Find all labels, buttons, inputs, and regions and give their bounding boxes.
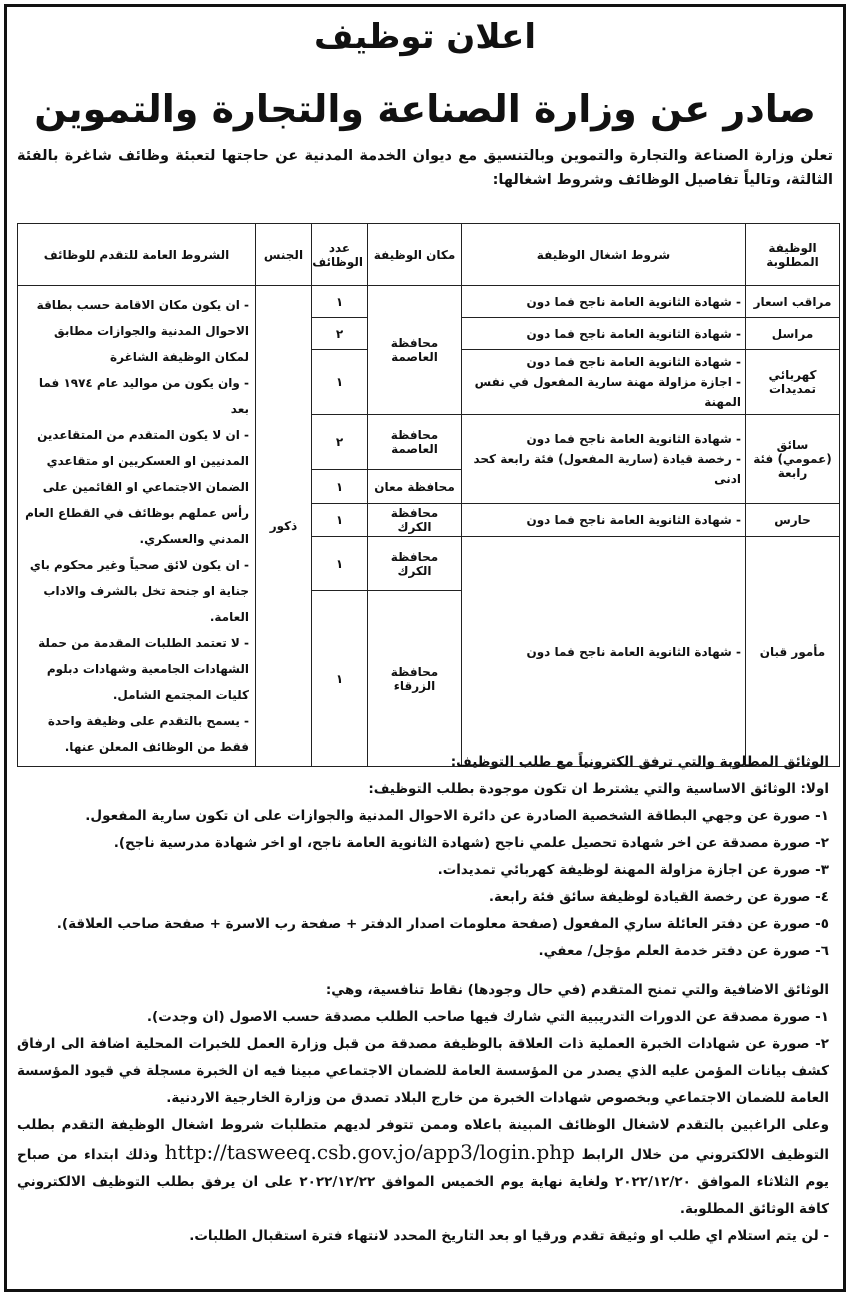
document-item: ٦- صورة عن دفتر خدمة العلم مؤجل/ معفي. [538, 943, 829, 959]
general-conditions-cell [18, 286, 256, 767]
final-note: - لن يتم استلام اي طلب او وثيقة تقدم ورقيا او بعد التاريخ المحدد لانتهاء فترة استقبال الطلبات. [189, 1228, 829, 1244]
conditions-cell [462, 350, 746, 415]
location-cell: محافظة الزرقاء [368, 591, 462, 767]
document-item: ٢- صورة عن شهادات الخبرة العملية ذات العلاقة بالوظيفة مصدقة من قبل وزارة العمل للخبرات المحلية اضافة الى ارفاق كشف بيانات المؤمن عليه الذي يصدر من المؤسسة العامة للضمان الاجتماعي مبينا فيه ان الخبرة مسجلة في قيود المؤسسة العامة للضمان الاجتماعي وبخصوص شهادات الخبرة من خارج البلاد تصدق من وزارة الخارجية الاردنية. [17, 1036, 829, 1106]
table-row [18, 286, 840, 318]
gender-cell: ذكور [256, 286, 312, 767]
job-cell: مراقب اسعار [746, 286, 840, 318]
document-item: ١- صورة مصدقة عن الدورات التدريبية التي شارك فيها صاحب الطلب مصدقة حسب الاصول (ان وجدت). [146, 1009, 829, 1025]
count-cell: ١ [312, 504, 368, 537]
count-cell: ١ [312, 470, 368, 504]
jobs-table [17, 223, 840, 767]
count-cell: ١ [312, 286, 368, 318]
location-cell: محافظة الكرك [368, 504, 462, 537]
general-condition: - يسمح بالتقدم على وظيفة واحدة فقط من الوظائف المعلن عنها. [47, 714, 249, 754]
document-item: ٣- صورة عن اجازة مزاولة المهنة لوظيفة كهربائي تمديدات. [437, 862, 829, 878]
job-cell: كهربائي تمديدات [746, 350, 840, 415]
location-cell: محافظة العاصمة [368, 286, 462, 415]
basic-documents-heading: اولا: الوثائق الاساسية والتي يشترط ان تكون موجودة بطلب التوظيف: [368, 781, 829, 797]
count-cell: ١ [312, 350, 368, 415]
condition-line: - اجازة مزاولة مهنة سارية المفعول في نفس المهنة [474, 375, 741, 409]
announcement-page [4, 4, 846, 1292]
header-job: الوظيفة المطلوبة [746, 224, 840, 286]
conditions-cell: - شهادة الثانوية العامة ناجح فما دون [462, 537, 746, 767]
location-cell: محافظة معان [368, 470, 462, 504]
general-condition: - لا تعتمد الطلبات المقدمة من حملة الشهادات الجامعية وشهادات دبلوم كليات المجتمع الشامل. [38, 636, 249, 702]
condition-line: - شهادة الثانوية العامة ناجح فما دون [526, 355, 741, 369]
conditions-cell: - شهادة الثانوية العامة ناجح فما دون [462, 318, 746, 350]
job-cell: حارس [746, 504, 840, 537]
job-cell: مأمور قبان [746, 537, 840, 767]
general-condition: - ان يكون مكان الاقامة حسب بطاقة الاحوال المدنية والجوازات مطابق لمكان الوظيفة الشاغرة [36, 298, 249, 364]
document-item: ١- صورة عن وجهي البطاقة الشخصية الصادرة عن دائرة الاحوال المدنية والجوازات على ان تكون سارية المفعول. [85, 808, 829, 824]
application-link[interactable]: http://tasweeq.csb.gov.jo/app3/login.php [164, 1140, 575, 1164]
job-cell: مراسل [746, 318, 840, 350]
count-cell: ٢ [312, 415, 368, 470]
table-header-row [18, 224, 840, 286]
application-dates: وذلك ابتداء من صباح يوم الثلاثاء الموافق ٢٠٢٢/١٢/٢٠ ولغاية نهاية يوم الخميس الموافق ٢٠٢٢/١٢/٢٢ على ان يرفق بطلب التوظيف الالكتروني كافة الوثائق المطلوبة. [17, 1147, 829, 1217]
count-cell: ١ [312, 537, 368, 591]
condition-line: - رخصة قيادة (سارية المفعول) فئة رابعة كحد ادنى [473, 452, 741, 486]
conditions-cell [462, 415, 746, 504]
documents-heading: الوثائق المطلوبة والتي ترفق الكترونياً مع طلب التوظيف: [450, 754, 829, 770]
documents-section [17, 749, 829, 1250]
document-item: ٢- صورة مصدقة عن اخر شهادة تحصيل علمي ناجح (شهادة الثانوية العامة ناجح، او اخر شهادة مدرسية ناجح). [113, 835, 829, 851]
count-cell: ٢ [312, 318, 368, 350]
document-item: ٥- صورة عن دفتر العائلة ساري المفعول (صفحة معلومات اصدار الدفتر + صفحة رب الاسرة + صفحة صاحب العلاقة). [56, 916, 829, 932]
document-item: ٤- صورة عن رخصة القيادة لوظيفة سائق فئة رابعة. [488, 889, 829, 905]
header-conditions: شروط اشغال الوظيفة [462, 224, 746, 286]
general-condition: - ان يكون لائق صحياً وغير محكوم باي جناية او جنحة تخل بالشرف والاداب العامة. [29, 558, 249, 624]
location-cell: محافظة العاصمة [368, 415, 462, 470]
header-gender: الجنس [256, 224, 312, 286]
application-paragraph [17, 1112, 829, 1223]
intro-paragraph: تعلن وزارة الصناعة والتجارة والتموين وبالتنسيق مع ديوان الخدمة المدنية عن حاجتها لتعبئة وظائف شاغرة بالفئة الثالثة، وتالياً تفاصيل الوظائف وشروط اشغالها: [17, 148, 833, 188]
page-subtitle: صادر عن وزارة الصناعة والتجارة والتموين [34, 87, 816, 131]
general-condition: - وان يكون من مواليد عام ١٩٧٤ فما بعد [38, 376, 249, 416]
general-condition: - ان لا يكون المتقدم من المتقاعدين المدنيين او العسكريين او متقاعدي الضمان الاجتماعي او القائمين على رأس عملهم بوظائف في القطاع العام المدني والعسكري. [25, 428, 249, 546]
page-title: اعلان توظيف [313, 17, 537, 57]
job-cell: سائق (عمومي) فئة رابعة [746, 415, 840, 504]
conditions-cell: - شهادة الثانوية العامة ناجح فما دون [462, 286, 746, 318]
location-cell: محافظة الكرك [368, 537, 462, 591]
conditions-cell: - شهادة الثانوية العامة ناجح فما دون [462, 504, 746, 537]
condition-line: - شهادة الثانوية العامة ناجح فما دون [526, 432, 741, 446]
header-general: الشروط العامة للتقدم للوظائف [18, 224, 256, 286]
application-text: وعلى الراغبين بالتقدم لاشغال الوظائف المبينة باعلاه وممن تتوفر لديهم متطلبات شروط اشغال الوظيفة التقدم بطلب التوظيف الالكتروني من خلال الرابط [17, 1117, 829, 1163]
header-location: مكان الوظيفة [368, 224, 462, 286]
extra-documents-heading: الوثائق الاضافية والتي تمنح المتقدم (في حال وجودها) نقاط تنافسية، وهي: [325, 982, 829, 998]
count-cell: ١ [312, 591, 368, 767]
header-count: عدد الوظائف [312, 224, 368, 286]
